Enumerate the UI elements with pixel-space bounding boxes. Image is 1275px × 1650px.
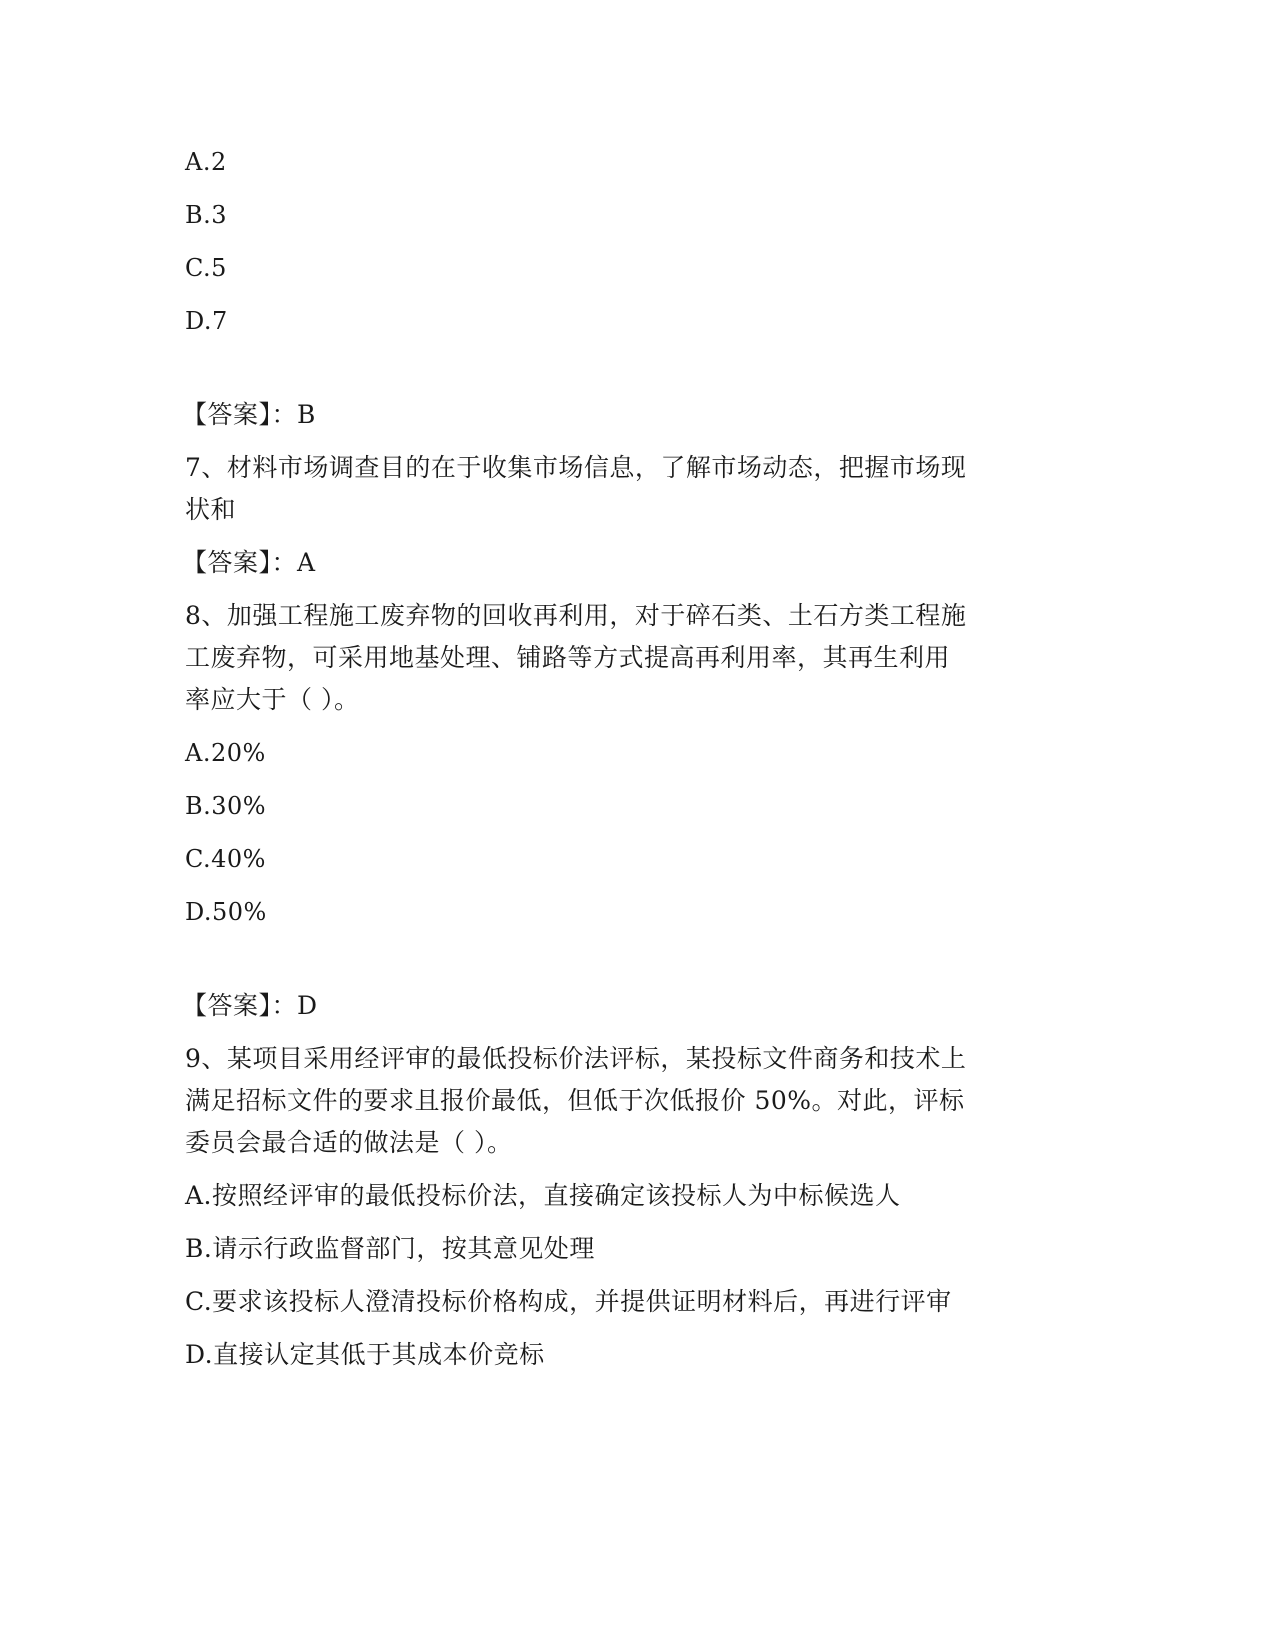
q9-option-d: D.直接认定其低于其成本价竞标 xyxy=(185,1340,545,1369)
q8-option-d: D.50% xyxy=(185,898,267,926)
q6-option-c: C.5 xyxy=(185,254,227,282)
q8-option-c: C.40% xyxy=(185,845,266,873)
q8-option-a: A.20% xyxy=(185,739,266,767)
q6-option-a: A.2 xyxy=(185,148,227,176)
q9-option-c: C.要求该投标人澄清投标价格构成，并提供证明材料后，再进行评审 xyxy=(185,1287,952,1316)
q7-text-line-1: 7、材料市场调查目的在于收集市场信息，了解市场动态，把握市场现 xyxy=(185,453,967,482)
q6-option-d: D.7 xyxy=(185,307,228,335)
q9-option-b: B.请示行政监督部门，按其意见处理 xyxy=(185,1234,595,1263)
q8-text-line-3: 率应大于（ ）。 xyxy=(185,685,360,714)
q7-text-line-2: 状和 xyxy=(185,495,237,524)
q8-option-b: B.30% xyxy=(185,792,267,820)
q7-answer: 【答案】：A xyxy=(182,548,316,577)
q6-option-b: B.3 xyxy=(185,201,228,229)
q8-answer: 【答案】：D xyxy=(182,991,318,1020)
q9-text-line-3: 委员会最合适的做法是（ ）。 xyxy=(185,1128,513,1157)
q8-text-line-1: 8、加强工程施工废弃物的回收再利用，对于碎石类、土石方类工程施 xyxy=(185,601,967,630)
q9-text-line-2: 满足招标文件的要求且报价最低，但低于次低报价 50%。对此，评标 xyxy=(185,1086,965,1115)
q6-answer: 【答案】：B xyxy=(182,400,316,429)
q8-text-line-2: 工废弃物，可采用地基处理、铺路等方式提高再利用率，其再生利用 xyxy=(185,643,951,672)
q9-text-line-1: 9、某项目采用经评审的最低投标价法评标，某投标文件商务和技术上 xyxy=(185,1044,967,1073)
q9-option-a: A.按照经评审的最低投标价法，直接确定该投标人为中标候选人 xyxy=(185,1181,901,1210)
